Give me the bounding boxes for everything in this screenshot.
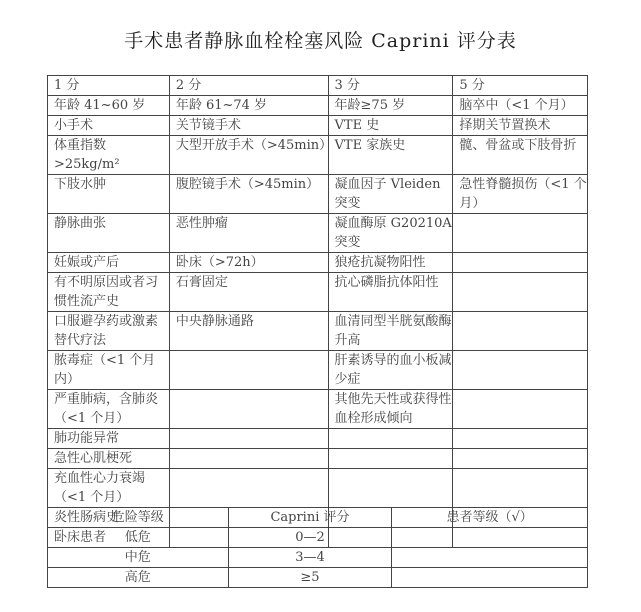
risk-factor-cell (453, 469, 588, 508)
score-row (48, 351, 588, 390)
risk-factor-cell: 妊娠或产后 (48, 253, 170, 273)
risk-factor-cell: 关节镜手术 (169, 116, 328, 136)
risk-factor-cell (328, 429, 453, 449)
patient-level-check-cell[interactable] (392, 568, 588, 588)
score-row (48, 273, 588, 312)
score-header-row (48, 76, 588, 96)
risk-header-cell: Caprini 评分 (228, 508, 392, 528)
risk-factor-cell: 择期关节置换术 (453, 116, 588, 136)
score-header-cell: 1 分 (48, 76, 170, 96)
risk-factor-cell (328, 449, 453, 469)
risk-factor-cell: 其他先天性或获得性血栓形成倾向 (328, 390, 453, 429)
risk-factor-cell: 血清同型半胱氨酸酶升高 (328, 312, 453, 351)
score-row (48, 175, 588, 214)
risk-factor-cell: 肺功能异常 (48, 429, 170, 449)
risk-header-cell: 危险等级 (48, 508, 229, 528)
score-row (48, 96, 588, 116)
risk-factor-cell: 大型开放手术（>45min） (169, 136, 328, 175)
score-row (48, 253, 588, 273)
risk-factor-cell: 肝素诱导的血小板减少症 (328, 351, 453, 390)
risk-factor-cell: 卧床患者 (48, 528, 170, 548)
risk-factor-cell (453, 351, 588, 390)
risk-factor-cell: 凝血酶原 G20210A 突变 (328, 214, 453, 253)
risk-factor-cell (169, 469, 328, 508)
risk-factor-cell (169, 429, 328, 449)
score-row (48, 312, 588, 351)
risk-cell: 高危 (48, 568, 229, 588)
risk-factor-cell: 炎性肠病史 (48, 508, 170, 528)
risk-factor-cell (453, 429, 588, 449)
risk-factor-cell (453, 449, 588, 469)
patient-level-check-cell[interactable] (392, 548, 588, 568)
risk-cell: 3—4 (228, 548, 392, 568)
risk-cell: 0—2 (228, 528, 392, 548)
risk-factor-cell: 有不明原因或者习惯性流产史 (48, 273, 170, 312)
risk-factor-cell (453, 312, 588, 351)
risk-factor-cell: 年龄≥75 岁 (328, 96, 453, 116)
score-row (48, 116, 588, 136)
risk-factor-cell (169, 351, 328, 390)
risk-header-row (48, 508, 588, 528)
risk-factor-cell (453, 273, 588, 312)
risk-factor-cell: 凝血因子 Vleiden 突变 (328, 175, 453, 214)
risk-factor-cell (453, 214, 588, 253)
risk-row (48, 528, 588, 548)
risk-factor-cell: 恶性肿瘤 (169, 214, 328, 253)
score-row (48, 390, 588, 429)
score-row (48, 449, 588, 469)
risk-factor-cell: VTE 家族史 (328, 136, 453, 175)
risk-factor-cell: 狼疮抗凝物阳性 (328, 253, 453, 273)
risk-factor-cell: 中央静脉通路 (169, 312, 328, 351)
caprini-score-table (47, 75, 588, 548)
risk-row (48, 568, 588, 588)
risk-factor-cell: 石膏固定 (169, 273, 328, 312)
page-title: 手术患者静脉血栓栓塞风险 Caprini 评分表 (124, 30, 517, 52)
risk-factor-cell: 体重指数>25kg/m² (48, 136, 170, 175)
score-header-cell: 5 分 (453, 76, 588, 96)
risk-factor-cell (328, 469, 453, 508)
risk-factor-cell (453, 390, 588, 429)
risk-factor-cell: 髋、骨盆或下肢骨折 (453, 136, 588, 175)
score-row (48, 429, 588, 449)
risk-factor-cell: 年龄 41~60 岁 (48, 96, 170, 116)
risk-header-cell: 患者等级（√） (392, 508, 588, 528)
risk-factor-cell: 年龄 61~74 岁 (169, 96, 328, 116)
risk-factor-cell: 充血性心力衰竭（<1 个月） (48, 469, 170, 508)
risk-factor-cell (169, 449, 328, 469)
risk-factor-cell: 脑卒中（<1 个月） (453, 96, 588, 116)
score-row (48, 214, 588, 253)
risk-factor-cell: 下肢水肿 (48, 175, 170, 214)
risk-cell: 低危 (48, 528, 229, 548)
risk-factor-cell (453, 253, 588, 273)
risk-factor-cell: 严重肺病，含肺炎（<1 个月） (48, 390, 170, 429)
risk-factor-cell: 口服避孕药或激素替代疗法 (48, 312, 170, 351)
risk-factor-cell: 脓毒症（<1 个月内） (48, 351, 170, 390)
score-row (48, 469, 588, 508)
patient-level-check-cell[interactable] (392, 528, 588, 548)
risk-row (48, 548, 588, 568)
risk-factor-cell: 静脉曲张 (48, 214, 170, 253)
risk-factor-cell: 腹腔镜手术（>45min） (169, 175, 328, 214)
score-header-cell: 3 分 (328, 76, 453, 96)
risk-factor-cell: 急性心肌梗死 (48, 449, 170, 469)
risk-factor-cell: 小手术 (48, 116, 170, 136)
risk-factor-cell: VTE 史 (328, 116, 453, 136)
score-row (48, 136, 588, 175)
risk-cell: ≥5 (228, 568, 392, 588)
risk-factor-cell: 卧床（>72h） (169, 253, 328, 273)
risk-factor-cell: 急性脊髓损伤（<1 个月） (453, 175, 588, 214)
risk-cell: 中危 (48, 548, 229, 568)
risk-factor-cell (169, 390, 328, 429)
score-header-cell: 2 分 (169, 76, 328, 96)
risk-level-table (47, 508, 588, 588)
risk-factor-cell: 抗心磷脂抗体阳性 (328, 273, 453, 312)
